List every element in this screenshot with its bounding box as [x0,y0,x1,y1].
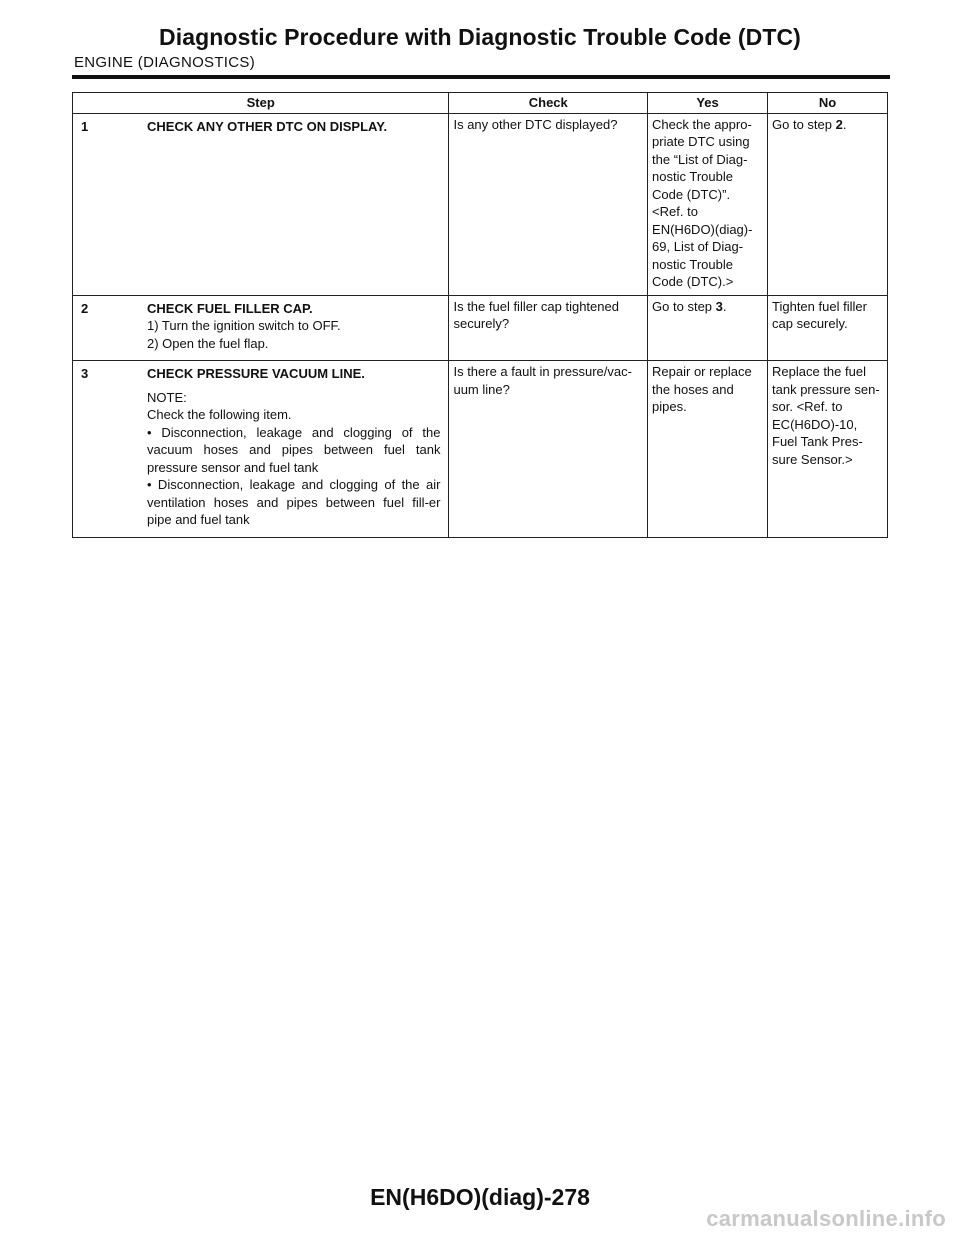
check-text: Is any other DTC displayed? [453,116,618,132]
step-title: CHECK FUEL FILLER CAP. [147,300,313,316]
column-header-yes: Yes [648,93,768,114]
go-to-step-link[interactable]: 3 [715,298,723,314]
table-row [73,295,888,361]
note-label: NOTE: [147,389,187,405]
no-text: Tighten fuel filler cap securely. [772,298,867,331]
page-number: EN(H6DO)(diag)-278 [370,1184,590,1210]
page-title: Diagnostic Procedure with Diagnostic Trouble Code (DTC) [159,24,801,50]
yes-cell [648,295,768,361]
yes-text: Check the appro- priate DTC using the “List of Diag- nostic Trouble Code (DTC)”. <Ref. to EN(H6DO)(diag)- 69, List of Diag- nostic Trouble Code (DTC).> [652,116,753,289]
check-text: Is there a fault in pressure/vac- uum line? [453,364,632,397]
header-rule [72,75,890,79]
check-text: Is the fuel filler cap tightened securely? [453,298,619,331]
go-to-step-link[interactable]: 2 [835,116,843,132]
yes-prefix: Go to step [652,298,716,314]
step-title: CHECK PRESSURE VACUUM LINE. [147,366,365,381]
no-suffix: . [842,116,847,132]
no-cell [768,113,888,295]
yes-suffix: . [722,298,727,314]
step-cell [73,113,449,295]
diagnostic-procedure-table [72,92,888,538]
note-bullet: • Disconnection, leakage and clogging of the vacuum hoses and pipes between fuel tank pressure sensor and fuel tank [147,424,441,475]
no-text: Replace the fuel tank pressure sen- sor. <Ref. to EC(H6DO)-10, Fuel Tank Pres- sure Sensor.> [772,364,880,467]
table-header-row [73,93,888,114]
column-header-no: No [768,93,888,114]
table-row [73,113,888,295]
step-number: 1 [81,118,89,134]
section-label: ENGINE (DIAGNOSTICS) [74,54,256,71]
watermark: carmanualsonline.info [706,1206,946,1231]
no-prefix: Go to step [772,116,836,132]
step-number: 3 [81,366,89,381]
substep: 2) Open the fuel flap. [147,335,269,351]
column-header-check: Check [449,93,648,114]
table-row [73,361,888,538]
no-cell [768,295,888,361]
step-number: 2 [81,300,89,316]
check-cell [449,295,648,361]
substep: 1) Turn the ignition switch to OFF. [147,318,341,333]
column-header-step: Step [73,93,449,114]
step-cell [73,361,449,538]
note-intro: Check the following item. [147,407,292,422]
step-cell [73,295,449,361]
yes-text: Repair or replace the hoses and pipes. [652,364,752,414]
step-title: CHECK ANY OTHER DTC ON DISPLAY. [147,118,388,134]
check-cell [449,361,648,538]
no-cell [768,361,888,538]
note-bullet: • Disconnection, leakage and clogging of the air ventilation hoses and pipes between fuel fill-er pipe and fuel tank [147,477,441,527]
yes-cell [648,113,768,295]
yes-cell [648,361,768,538]
check-cell [449,113,648,295]
